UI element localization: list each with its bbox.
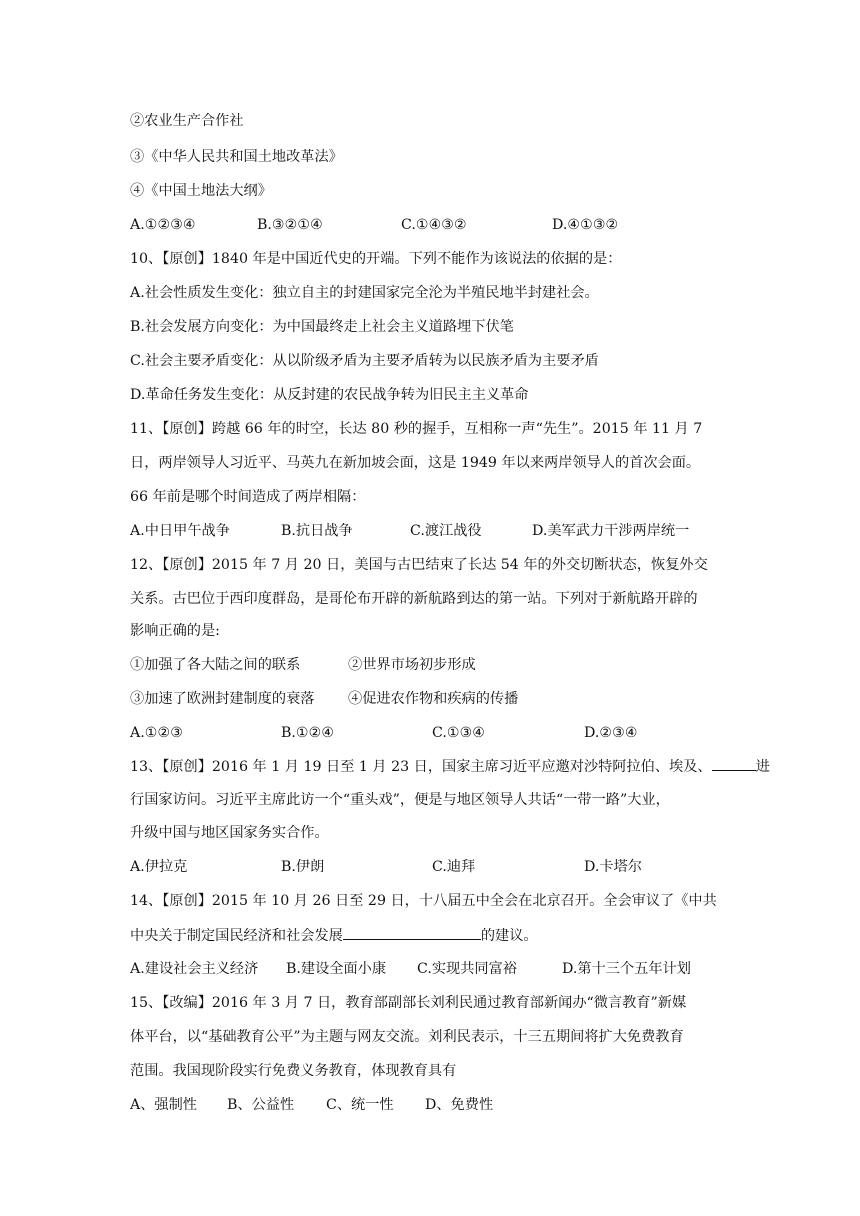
- q14-option-a: A.建设社会主义经济: [130, 961, 259, 977]
- q14-stem-text-end: 的建议。: [480, 928, 538, 944]
- q9-option-c: C.①④③②: [401, 217, 467, 233]
- q12-item-3: ③加速了欧洲封建制度的衰落: [130, 691, 315, 707]
- q9-item-2: ②农业生产合作社: [130, 113, 244, 129]
- q13-option-b: B.伊朗: [281, 859, 325, 875]
- q12-option-d: D.②③④: [584, 725, 638, 741]
- q10-option-d: D.革命任务发生变化：从反封建的农民战争转为旧民主主义革命: [130, 387, 529, 403]
- q14-answer-blank: [343, 925, 481, 940]
- q9-option-b: B.③②①④: [257, 217, 323, 233]
- q9-item-4: ④《中国土地法大纲》: [130, 183, 272, 199]
- q13-stem-text: 13、【原创】2016 年 1 月 19 日至 1 月 23 日，国家主席习近平应邀对沙特阿拉伯、埃及、: [130, 759, 712, 775]
- q12-item-1: ①加强了各大陆之间的联系: [130, 657, 301, 673]
- q10-stem: 10、【原创】1840 年是中国近代史的开端。下列不能作为该说法的依据的是：: [130, 251, 622, 267]
- q13-stem-line-3: 升级中国与地区国家务实合作。: [130, 825, 329, 841]
- q14-stem-text: 中央关于制定国民经济和社会发展: [130, 928, 343, 944]
- q10-option-a: A.社会性质发生变化：独立自主的封建国家完全沦为半殖民地半封建社会。: [130, 285, 599, 301]
- q12-option-c: C.①③④: [432, 725, 486, 741]
- q13-answer-blank: [712, 756, 756, 771]
- q15-stem-line-3: 范围。我国现阶段实行免费义务教育，体现教育具有: [130, 1063, 457, 1079]
- q9-option-d: D.④①③②: [552, 217, 619, 233]
- q9-item-3: ③《中华人民共和国土地改革法》: [130, 149, 343, 165]
- q12-option-b: B.①②④: [281, 725, 335, 741]
- q12-stem-line-2: 关系。古巴位于西印度群岛，是哥伦布开辟的新航路到达的第一站。下列对于新航路开辟的: [130, 591, 698, 607]
- q13-stem-text-end: 进: [755, 759, 770, 775]
- q11-stem-line-2: 日，两岸领导人习近平、马英九在新加坡会面，这是 1949 年以来两岸领导人的首次会面。: [130, 455, 701, 471]
- q14-stem-line-1: 14、【原创】2015 年 10 月 26 日至 29 日，十八届五中全会在北京召开。全会审议了《中共: [130, 893, 717, 909]
- q12-option-a: A.①②③: [130, 725, 183, 741]
- q15-option-d: D、免费性: [425, 1097, 494, 1113]
- q13-stem-line-2: 行国家访问。习近平主席此访一个“重头戏”，便是与地区领导人共话“一带一路”大业，: [130, 792, 670, 808]
- q11-option-d: D.美军武力干涉两岸统一: [532, 523, 690, 539]
- q13-option-a: A.伊拉克: [130, 859, 188, 875]
- q14-stem-line-2: [130, 925, 730, 946]
- q13-option-d: D.卡塔尔: [584, 859, 642, 875]
- q13-option-c: C.迪拜: [432, 859, 476, 875]
- q11-stem-line-1: 11、【原创】跨越 66 年的时空，长达 80 秒的握手，互相称一声“先生”。2015 年 11 月 7: [130, 421, 703, 437]
- q10-option-c: C.社会主要矛盾变化：从以阶级矛盾为主要矛盾转为以民族矛盾为主要矛盾: [130, 353, 599, 369]
- q9-option-a: A.①②③④: [130, 217, 196, 233]
- q14-option-c: C.实现共同富裕: [417, 961, 517, 977]
- q10-option-b: B.社会发展方向变化：为中国最终走上社会主义道路埋下伏笔: [130, 319, 514, 335]
- q12-stem-line-1: 12、【原创】2015 年 7 月 20 日，美国与古巴结束了长达 54 年的外交切断状态，恢复外交: [130, 557, 708, 573]
- q15-option-b: B、公益性: [227, 1097, 295, 1113]
- q12-item-4: ④促进农作物和疾病的传播: [348, 691, 519, 707]
- q15-stem-line-2: 体平台，以“基础教育公平”为主题与网友交流。刘利民表示，十三五期间将扩大免费教育: [130, 1029, 684, 1045]
- q14-option-b: B.建设全面小康: [286, 961, 387, 977]
- q13-stem-line-1: [130, 756, 770, 777]
- q11-option-c: C.渡江战役: [410, 523, 482, 539]
- q15-option-a: A、强制性: [130, 1097, 197, 1113]
- q14-option-d: D.第十三个五年计划: [562, 961, 691, 977]
- q12-item-2: ②世界市场初步形成: [348, 657, 476, 673]
- q15-option-c: C、统一性: [326, 1097, 394, 1113]
- q12-stem-line-3: 影响正确的是:: [130, 623, 220, 639]
- q11-option-b: B.抗日战争: [281, 523, 353, 539]
- q15-stem-line-1: 15、【改编】2016 年 3 月 7 日，教育部副部长刘利民通过教育部新闻办“微言教育”新媒: [130, 995, 687, 1011]
- q11-option-a: A.中日甲午战争: [130, 523, 230, 539]
- q11-stem-line-3: 66 年前是哪个时间造成了两岸相隔：: [130, 489, 366, 505]
